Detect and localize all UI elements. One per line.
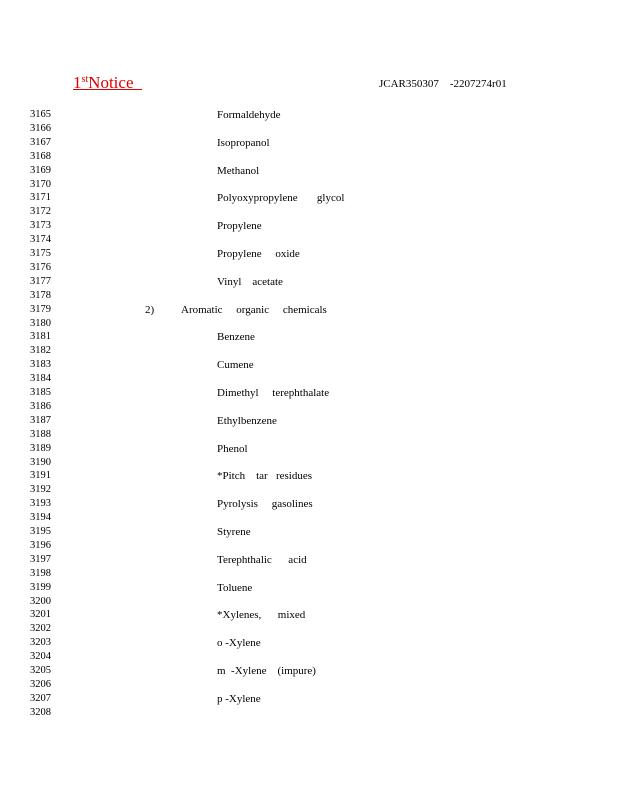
- chemical-list-item: Methanol: [217, 164, 260, 177]
- chemical-list-item: m -Xylene (impure): [217, 665, 316, 677]
- document-id: JCAR350307 -2207274r01: [379, 78, 507, 90]
- line-number: 3198: [30, 567, 51, 579]
- line-number: 3202: [30, 623, 51, 635]
- chemical-list-item: *Xylenes, mixed: [217, 609, 306, 622]
- chemical-list-item: Cumene: [217, 359, 254, 372]
- line-number: 3176: [30, 261, 51, 273]
- chemical-list-item: Isopropanol: [217, 136, 270, 149]
- line-number: 3193: [30, 498, 51, 510]
- line-number: 3180: [30, 317, 51, 329]
- line-number: 3208: [30, 706, 51, 718]
- notice-number: 1: [73, 73, 82, 92]
- line-number: 3186: [30, 400, 51, 412]
- line-number: 3182: [30, 345, 51, 357]
- chemical-list-item: Toluene: [217, 581, 253, 594]
- chemical-list-item: *Pitch tar residues: [217, 470, 313, 483]
- line-number: 3204: [30, 651, 51, 663]
- line-number: 3191: [30, 470, 51, 482]
- line-number: 3173: [30, 220, 51, 232]
- line-number: 3190: [30, 456, 51, 468]
- chemical-list-item: Propylene: [217, 220, 262, 233]
- line-number: 3175: [30, 248, 51, 259]
- line-number: 3174: [30, 234, 51, 246]
- line-number: 3199: [30, 581, 51, 593]
- line-number: 3169: [30, 164, 51, 176]
- line-number: 3206: [30, 678, 51, 690]
- chemical-list-item: Ethylbenzene: [217, 414, 277, 427]
- list-marker: 2): [145, 303, 155, 316]
- line-number: 3184: [30, 373, 51, 385]
- chemical-list-item: Dimethyl terephthalate: [217, 387, 330, 399]
- chemical-list-item: Phenol: [217, 442, 248, 455]
- line-number: 3200: [30, 595, 51, 607]
- line-number: 3197: [30, 553, 51, 565]
- chemical-list-item: o -Xylene: [217, 637, 261, 650]
- chemical-list-item: Polyoxypropylene glycol: [217, 192, 345, 205]
- chemical-list-item: Formaldehyde: [217, 109, 281, 121]
- line-number: 3196: [30, 539, 51, 551]
- line-number: 3195: [30, 526, 51, 537]
- line-number: 3194: [30, 512, 51, 524]
- chemical-list-item: Propylene oxide: [217, 248, 300, 260]
- line-number: 3188: [30, 428, 51, 440]
- line-number: 3207: [30, 692, 51, 704]
- line-number: 3187: [30, 414, 51, 426]
- line-number: 3167: [30, 136, 51, 148]
- line-number: 3171: [30, 192, 51, 204]
- line-number: 3192: [30, 484, 51, 496]
- line-number: 3189: [30, 442, 51, 454]
- line-number: 3172: [30, 206, 51, 218]
- line-number: 3168: [30, 150, 51, 162]
- line-number: 3165: [30, 109, 51, 120]
- notice-heading: [73, 73, 142, 93]
- line-number: 3183: [30, 359, 51, 371]
- section-heading: Aromatic organic chemicals: [181, 303, 327, 316]
- line-number: 3177: [30, 275, 51, 287]
- chemical-list-item: Pyrolysis gasolines: [217, 498, 313, 511]
- chemical-list-item: Vinyl acetate: [217, 275, 283, 288]
- line-number: 3166: [30, 122, 51, 134]
- line-number: 3205: [30, 665, 51, 676]
- chemical-list-item: p -Xylene: [217, 692, 261, 705]
- line-number: 3203: [30, 637, 51, 649]
- line-number: 3178: [30, 289, 51, 301]
- line-number: 3201: [30, 609, 51, 621]
- line-number: 3185: [30, 387, 51, 398]
- line-number: 3170: [30, 178, 51, 190]
- notice-ordinal-suffix: st: [81, 74, 89, 85]
- chemical-list-item: Benzene: [217, 331, 255, 344]
- chemical-list-item: Styrene: [217, 526, 251, 538]
- chemical-list-item: Terephthalic acid: [217, 553, 307, 566]
- line-number: 3179: [30, 303, 51, 315]
- line-number: 3181: [30, 331, 51, 343]
- notice-word: Notice: [88, 73, 134, 92]
